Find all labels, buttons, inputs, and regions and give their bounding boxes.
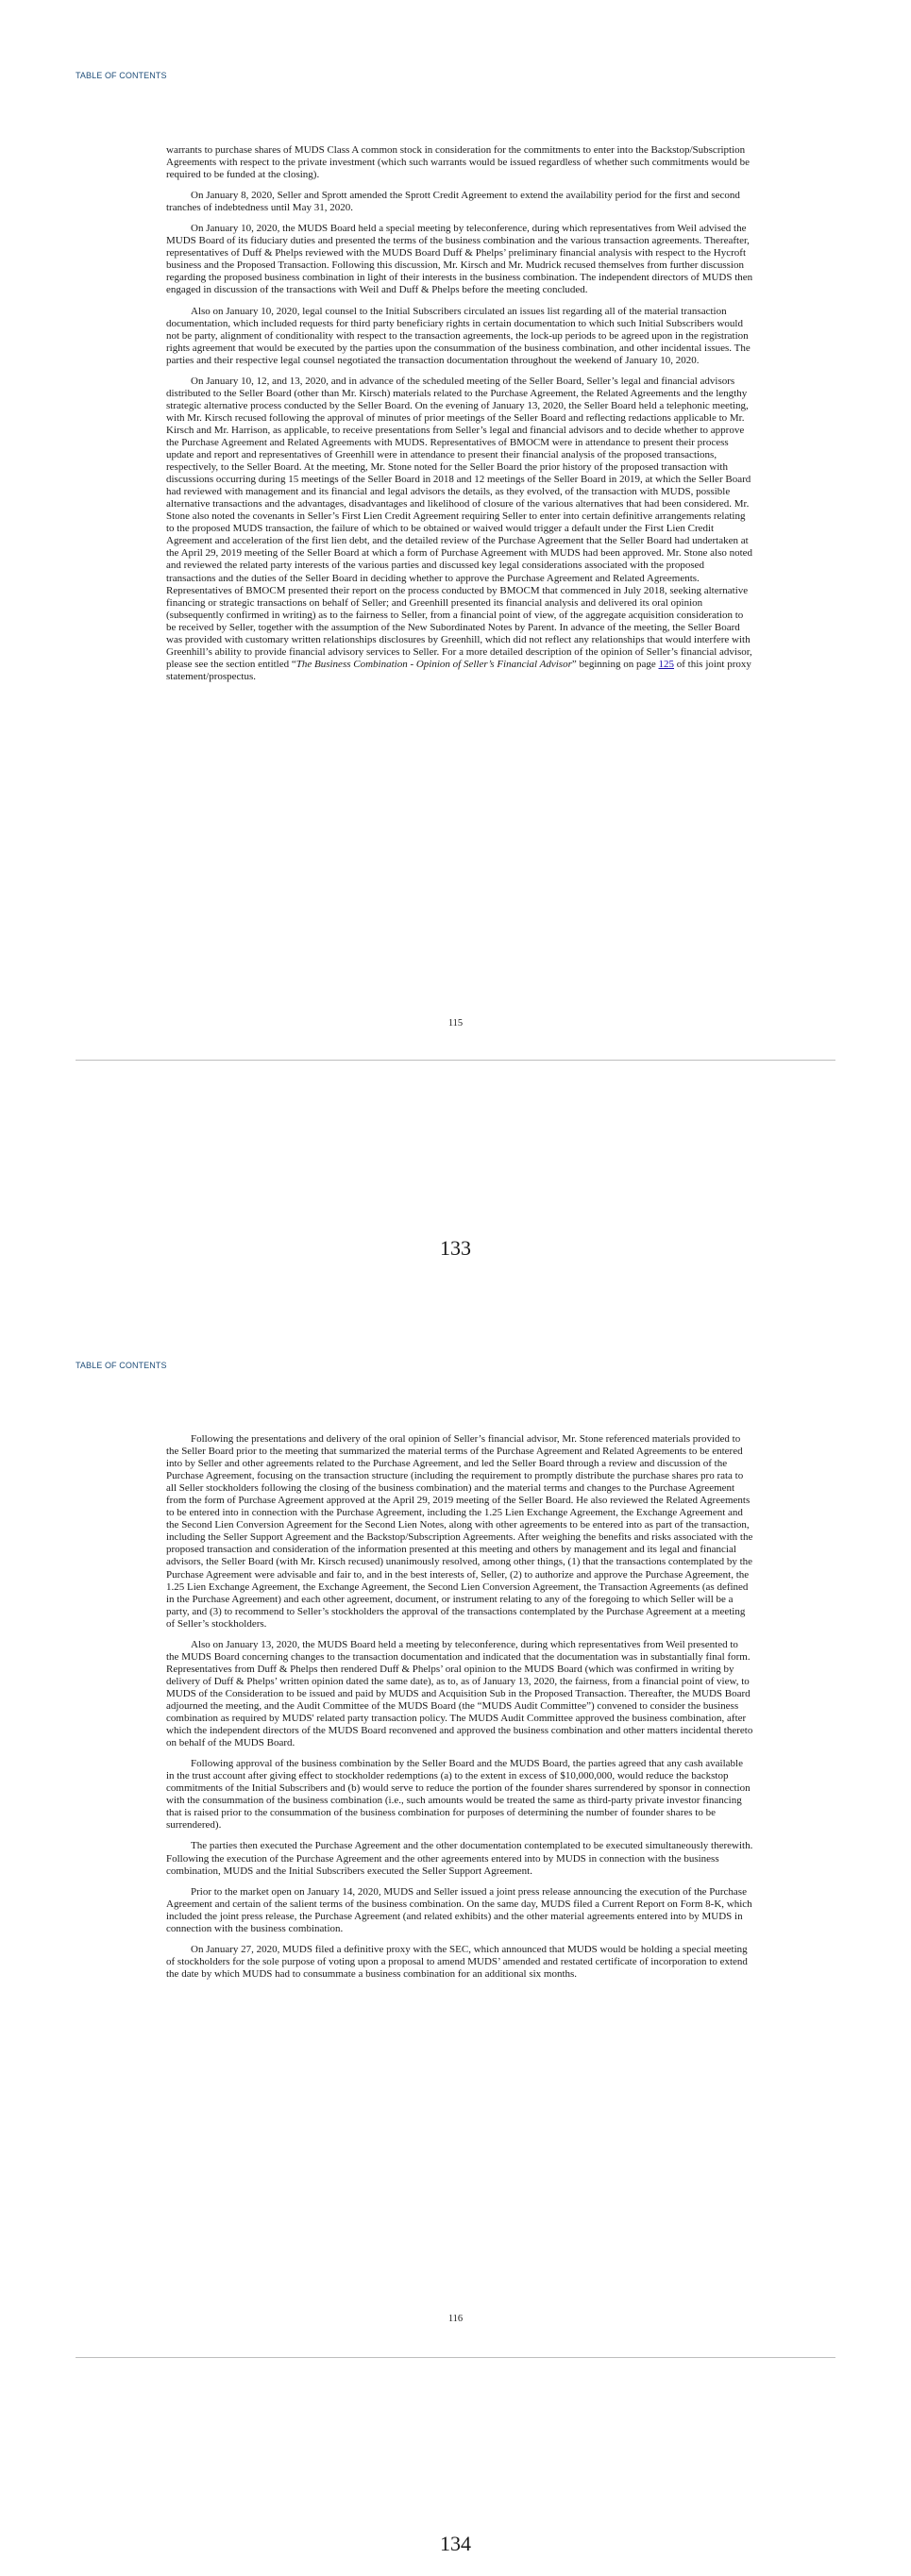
paragraph-trust-account: Following approval of the business combination by the Seller Board and the MUDS Board, the parties agreed that any cash available in the trust account after giving effect to stockholder redemptions (a) to the extent in excess of $10,000,000, would reduce the backstop commitments of the Initial Subscribers and (b) would serve to reduce the portion of the founder shares surrendered by sponsor in connection with the consummation of the business combination (i.e., such amounts would be treated the same as third-party private investor financing that is raised prior to the consummation of the business combination for purposes of determining the number of founder shares to be surrendered).: [166, 1758, 751, 1832]
page-body: [166, 1433, 753, 1989]
paragraph-text-continued: ” beginning on page: [571, 658, 659, 670]
paragraph-warrants: warrants to purchase shares of MUDS Class A common stock in consideration for the commitments to enter into the Backstop/Subscription Agreements with respect to the private investment (which such warrants would be issued regardless of whether such commitments would be required to be funded at the closing).: [166, 144, 750, 181]
paragraph-sprott-amendment: On January 8, 2020, Seller and Sprott amended the Sprott Credit Agreement to extend the availability period for the first and second tranches of indebtedness until May 31, 2020.: [166, 190, 740, 214]
section-title-italic: The Business Combination - Opinion of Seller’s Financial Advisor: [295, 658, 572, 670]
document-page-116: [0, 1288, 911, 2576]
paragraph-muds-special-meeting: On January 10, 2020, the MUDS Board held a special meeting by teleconference, during which representatives from Weil advised the MUDS Board of its fiduciary duties and presented the terms of the business combination and the various transaction agreements. Thereafter, representatives of Duff & Phelps reviewed with the MUDS Board Duff & Phelps’ preliminary financial analysis with respect to the Hycroft business and the Proposed Transaction. Following this discussion, Mr. Kirsch and Mr. Mudrick recused themselves from further discussion regarding the proposed business combination in light of their interests in the business combination. The independent directors of MUDS then engaged in discussion of the transactions with Weil and Duff & Phelps before the meeting concluded.: [166, 223, 753, 296]
page-body: [166, 144, 753, 692]
paragraph-execution: The parties then executed the Purchase Agreement and the other documentation contemplated to be executed simultaneously therewith. Following the execution of the Purchase Agreement and the other agreements entered into by MUDS in connection with the business combination, MUDS and the Initial Subscribers executed the Seller Support Agreement.: [166, 1840, 753, 1877]
page-sequence-number: 133: [440, 1236, 471, 1260]
page-divider: [76, 2357, 835, 2358]
paragraph-seller-board-review: Following the presentations and delivery of the oral opinion of Seller’s financial advisor, Mr. Stone referenced materials provided to the Seller Board prior to the meeting that summarized the material terms of the Purchase Agreement and Related Agreements to be entered into by Seller and other agreements related to the Purchase Agreement, and led the Seller Board through a review and discussion of the Purchase Agreement, focusing on the transaction structure (including the requirement to promptly distribute the purchase shares pro rata to all Seller stockholders following the closing of the business combination) and the material terms and changes to the Purchase Agreement from the form of Purchase Agreement approved at the April 29, 2019 meeting of the Seller Board. He also reviewed the Related Agreements to be entered into in connection with the Purchase Agreement, including the 1.25 Lien Exchange Agreement, the Exchange Agreement and the Second Lien Conversion Agreement for the Second Lien Notes, along with other agreements to be entered into as part of the transaction, including the Seller Support Agreement and the Backstop/Subscription Agreements. After weighing the benefits and risks associated with the proposed transaction and consideration of the information presented at this meeting and others by management and its legal and financial advisors, the Seller Board (with Mr. Kirsch recused) unanimously resolved, among other things, (1) that the transactions contemplated by the Purchase Agreement were advisable and fair to, and in the best interests of, Seller, (2) to authorize and approve the Purchase Agreement, the 1.25 Lien Exchange Agreement, the Exchange Agreement, the Second Lien Conversion Agreement, the Transaction Agreements (as defined in the Purchase Agreement) and each other agreement, document, or instrument relating to any of the foregoing to which Seller will be a party, and (3) to recommend to Seller’s stockholders the approval of the transactions contemplated by the Purchase Agreement at a meeting of Seller’s stockholders.: [166, 1433, 753, 1630]
paragraph-press-release: Prior to the market open on January 14, 2020, MUDS and Seller issued a joint press release announcing the execution of the Purchase Agreement and certain of the salient terms of the business combination. On the same day, MUDS filed a Current Report on Form 8-K, which included the joint press release, the Purchase Agreement (and related exhibits) and the other material agreements entered into by MUDS in connection with the business combination.: [166, 1885, 752, 1934]
paragraph-seller-board-meeting: [166, 376, 753, 683]
table-of-contents-link[interactable]: TABLE OF CONTENTS: [76, 1361, 167, 1370]
page-number: 115: [447, 1018, 464, 1029]
page-divider: [76, 1060, 835, 1061]
page-sequence-number: 134: [440, 2532, 471, 2555]
page-reference-link[interactable]: 125: [658, 658, 675, 670]
paragraph-muds-teleconference: Also on January 13, 2020, the MUDS Board held a meeting by teleconference, during which representatives from Weil presented to the MUDS Board concerning changes to the transaction documentation and indicated that the documentation was in substantially final form. Representatives from Duff & Phelps then rendered Duff & Phelps’ oral opinion to the MUDS Board (which was confirmed in writing by delivery of Duff & Phelps’ written opinion dated the same date), as to, as of January 13, 2020, the fairness, from a financial point of view, to MUDS of the Consideration to be issued and paid by MUDS and Acquisition Sub in the Proposed Transaction. Thereafter, the MUDS Board adjourned the meeting, and the Audit Committee of the MUDS Board (the “MUDS Audit Committee”) convened to consider the business combination as required by MUDS' related party transaction policy. The MUDS Audit Committee approved the business combination, after which the independent directors of the MUDS Board reconvened and approved the business combination and other matters incidental thereto on behalf of the MUDS Board.: [166, 1638, 753, 1749]
paragraph-text-end: of this joint proxy statement/prospectus.: [166, 658, 751, 682]
paragraph-definitive-proxy: On January 27, 2020, MUDS filed a definitive proxy with the SEC, which announced that MUDS would be holding a special meeting of stockholders for the sole purpose of voting upon a proposal to amend MUDS’ amended and restated certificate of incorporation to extend the date by which MUDS had to consummate a business combination for an additional six months.: [166, 1943, 748, 1980]
paragraph-text: On January 10, 12, and 13, 2020, and in advance of the scheduled meeting of the Seller Board, Seller’s legal and financial advisors distributed to the Seller Board (other than Mr. Kirsch) materials related to the Purchase Agreement, the Related Agreements and the lengthy strategic alternative process conducted by the Seller Board. On the evening of January 13, 2020, the Seller Board held a telephonic meeting, with Mr. Kirsch recused following the approval of minutes of prior meetings of the Seller Board and reflecting redactions applicable to Mr. Kirsch and Mr. Harrison, as applicable, to receive presentations from Seller’s legal and financial advisors and to decide whether to approve the Purchase Agreement and Related Agreements with MUDS. Representatives of BMOCM were in attendance to present their process update and report and representatives of Greenhill were in attendance to present their financial analysis of the proposed transactions, respectively, to the Seller Board. At the meeting, Mr. Stone noted for the Seller Board the prior history of the proposed transaction with discussions occurring during 15 meetings of the Seller Board in 2018 and 12 meetings of the Seller Board in 2019, at which the Seller Board had reviewed with management and its financial and legal advisors the details, as they evolved, of the transaction with MUDS, possible alternative transactions and the advantages, disadvantages and likelihood of closure of the various alternatives that had been considered. Mr. Stone also noted the covenants in Seller’s First Lien Credit Agreement requiring Seller to enter into certain definitive arrangements relating to the proposed MUDS transaction, the failure of which to be obtained or waived would trigger a default under the First Lien Credit Agreement and acceleration of the first lien debt, and the detailed review of the Purchase Agreement that the Seller Board had undertaken at the April 29, 2019 meeting of the Seller Board at which a form of Purchase Agreement with MUDS had been approved. Mr. Stone also noted and reviewed the related party interests of the various parties and discussed key legal considerations associated with the proposed transactions and the duties of the Seller Board in deciding whether to approve the Purchase Agreement and Related Agreements. Representatives of BMOCM presented their report on the process conducted by BMOCM that commenced in July 2018, seeking alternative financing or strategic transactions on behalf of Seller; and Greenhill presented its financial analysis and delivered its oral opinion (subsequently confirmed in writing) as to the fairness to Seller, from a financial point of view, of the aggregate acquisition consideration to be received by Seller, together with the assumption of the New Subordinated Notes by Parent. In advance of the meeting, the Seller Board was provided with customary written relationships disclosures by Greenhill, which did not reflect any relationships that would interfere with Greenhill’s ability to provide financial advisory services to Seller. For a more detailed description of the opinion of Seller’s financial advisor, please see the section entitled “: [166, 375, 753, 670]
paragraph-issues-list: Also on January 10, 2020, legal counsel to the Initial Subscribers circulated an issues list regarding all of the material transaction documentation, which included requests for third party beneficiary rights in certain documentation to which such Initial Subscribers would not be party, alignment of conditionality with respect to the transaction agreements, the lock-up periods to be agreed upon in the registration rights agreement that would be executed by the parties upon the consummation of the business combination, and other incidental issues. The parties and their respective legal counsel negotiated the transaction documentation throughout the weekend of January 10, 2020.: [166, 305, 751, 366]
page-number: 116: [447, 2314, 464, 2324]
table-of-contents-link[interactable]: TABLE OF CONTENTS: [76, 71, 167, 80]
